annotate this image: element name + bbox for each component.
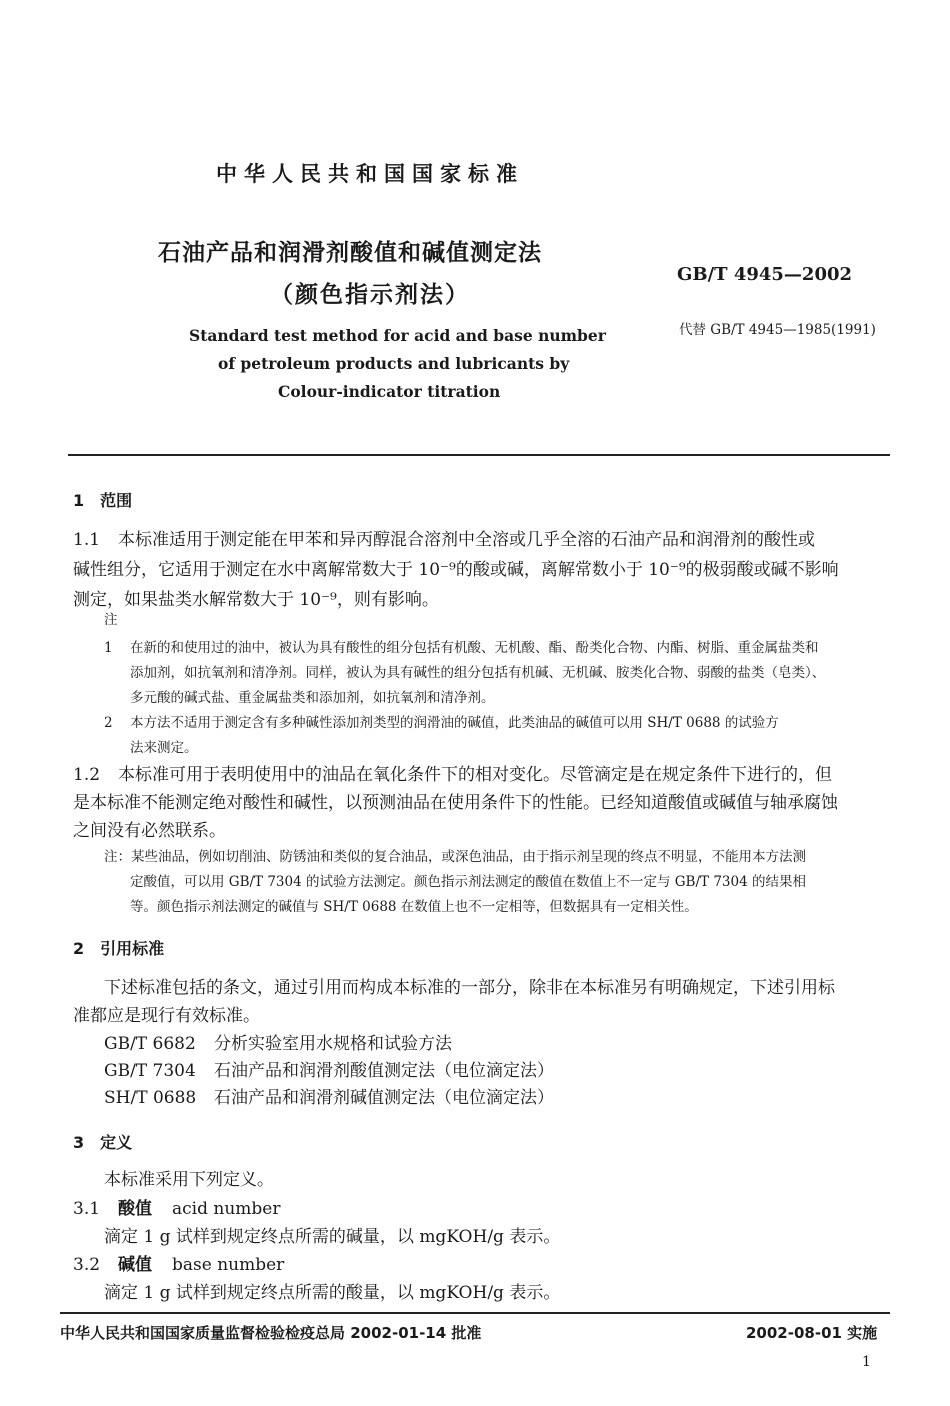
section-2-heading: 2 引用标准 bbox=[73, 939, 165, 958]
note-3-line2: 定酸值，可以用 GB/T 7304 的试验方法测定。颜色指示剂法测定的酸值在数值上不一定与 GB/T 7304 的结果相 bbox=[130, 874, 806, 890]
clause-1-1-text-line2: 碱性组分，它适用于测定在水中离解常数大于 10⁻⁹的酸或碱，离解常数小于 10⁻⁹的极弱酸或碱不影响 bbox=[73, 560, 839, 580]
reference-code: GB/T 6682 bbox=[104, 1034, 196, 1054]
replaces-standard: 代替 GB/T 4945—1985(1991) bbox=[679, 322, 876, 338]
reference-title: 分析实验室用水规格和试验方法 bbox=[214, 1034, 452, 1054]
english-title-line3: Colour-indicator titration bbox=[278, 382, 501, 401]
approval-statement: 中华人民共和国国家质量监督检验检疫总局 2002-01-14 批准 bbox=[60, 1324, 482, 1342]
reference-code: GB/T 7304 bbox=[104, 1061, 196, 1081]
definition-3-1-number: 3.1 bbox=[73, 1199, 101, 1219]
definition-3-1-english: acid number bbox=[172, 1199, 281, 1219]
document-title-line1: 石油产品和润滑剂酸值和碱值测定法 bbox=[158, 240, 542, 266]
clause-1-1-number: 1.1 bbox=[73, 530, 101, 550]
section-2-paragraph-line1: 下述标准包括的条文，通过引用而构成本标准的一部分，除非在本标准另有明确规定，下述引用标 bbox=[104, 978, 835, 998]
note-3-line3: 等。颜色指示剂法测定的碱值与 SH/T 0688 在数值上也不一定相等，但数据具有一定相关性。 bbox=[130, 899, 698, 915]
standard-number: GB/T 4945—2002 bbox=[677, 264, 853, 285]
note-1-line2: 添加剂，如抗氧剂和清净剂。同样，被认为具有碱性的组分包括有机碱、无机碱、胺类化合物、弱酸的盐类（皂类）、 bbox=[130, 665, 826, 681]
english-title-line1: Standard test method for acid and base number bbox=[189, 326, 606, 345]
section-2-paragraph-line2: 准都应是现行有效标准。 bbox=[73, 1006, 260, 1026]
note-1-number: 1 bbox=[104, 640, 113, 656]
definition-3-2-number: 3.2 bbox=[73, 1255, 101, 1275]
note-3-line1: 注：某些油品，例如切削油、防锈油和类似的复合油品，或深色油品，由于指示剂呈现的终点不明显，不能用本方法测 bbox=[104, 849, 806, 865]
definition-3-2-term: 碱值 bbox=[118, 1255, 152, 1275]
page-number: 1 bbox=[862, 1354, 871, 1370]
note-1-line3: 多元酸的碱式盐、重金属盐类和添加剂，如抗氧剂和清净剂。 bbox=[130, 690, 495, 706]
header-divider bbox=[68, 454, 890, 456]
clause-1-2-text-line1: 本标准可用于表明使用中的油品在氧化条件下的相对变化。尽管滴定是在规定条件下进行的，但 bbox=[118, 765, 832, 785]
english-title-line2: of petroleum products and lubricants by bbox=[218, 354, 570, 373]
definition-3-1-text: 滴定 1 g 试样到规定终点所需的碱量，以 mgKOH/g 表示。 bbox=[104, 1227, 561, 1247]
document-title-line2: （颜色指示剂法） bbox=[270, 282, 470, 308]
clause-1-1-text-line1: 本标准适用于测定能在甲苯和异丙醇混合溶剂中全溶或几乎全溶的石油产品和润滑剂的酸性或 bbox=[118, 530, 815, 550]
clause-1-2-number: 1.2 bbox=[73, 765, 101, 785]
note-2-line2: 法来测定。 bbox=[130, 740, 198, 756]
footer-divider bbox=[60, 1312, 890, 1314]
note-label: 注 bbox=[104, 612, 118, 628]
reference-code: SH/T 0688 bbox=[104, 1088, 197, 1108]
clause-1-2-text-line3: 之间没有必然联系。 bbox=[73, 821, 226, 841]
note-1-line1: 在新的和使用过的油中，被认为具有酸性的组分包括有机酸、无机酸、酯、酚类化合物、内酯、树脂、重金属盐类和 bbox=[130, 640, 819, 656]
section-1-heading: 1 范围 bbox=[73, 491, 133, 510]
definition-3-2-english: base number bbox=[172, 1255, 285, 1275]
note-2-number: 2 bbox=[104, 715, 113, 731]
section-3-intro: 本标准采用下列定义。 bbox=[104, 1170, 274, 1190]
clause-1-1-text-line3: 测定，如果盐类水解常数大于 10⁻⁹，则有影响。 bbox=[73, 590, 439, 610]
section-3-heading: 3 定义 bbox=[73, 1133, 133, 1152]
definition-3-2-text: 滴定 1 g 试样到规定终点所需的酸量，以 mgKOH/g 表示。 bbox=[104, 1283, 561, 1303]
effective-date: 2002-08-01 实施 bbox=[746, 1324, 878, 1342]
reference-title: 石油产品和润滑剂酸值测定法（电位滴定法） bbox=[214, 1061, 554, 1081]
definition-3-1-term: 酸值 bbox=[118, 1199, 152, 1219]
issuing-body-title: 中华人民共和国国家标准 bbox=[216, 162, 524, 186]
note-2-line1: 本方法不适用于测定含有多种碱性添加剂类型的润滑油的碱值，此类油品的碱值可以用 SH/T 0688 的试验方 bbox=[130, 715, 779, 731]
clause-1-2-text-line2: 是本标准不能测定绝对酸性和碱性，以预测油品在使用条件下的性能。已经知道酸值或碱值与轴承腐蚀 bbox=[73, 793, 838, 813]
reference-title: 石油产品和润滑剂碱值测定法（电位滴定法） bbox=[214, 1088, 554, 1108]
